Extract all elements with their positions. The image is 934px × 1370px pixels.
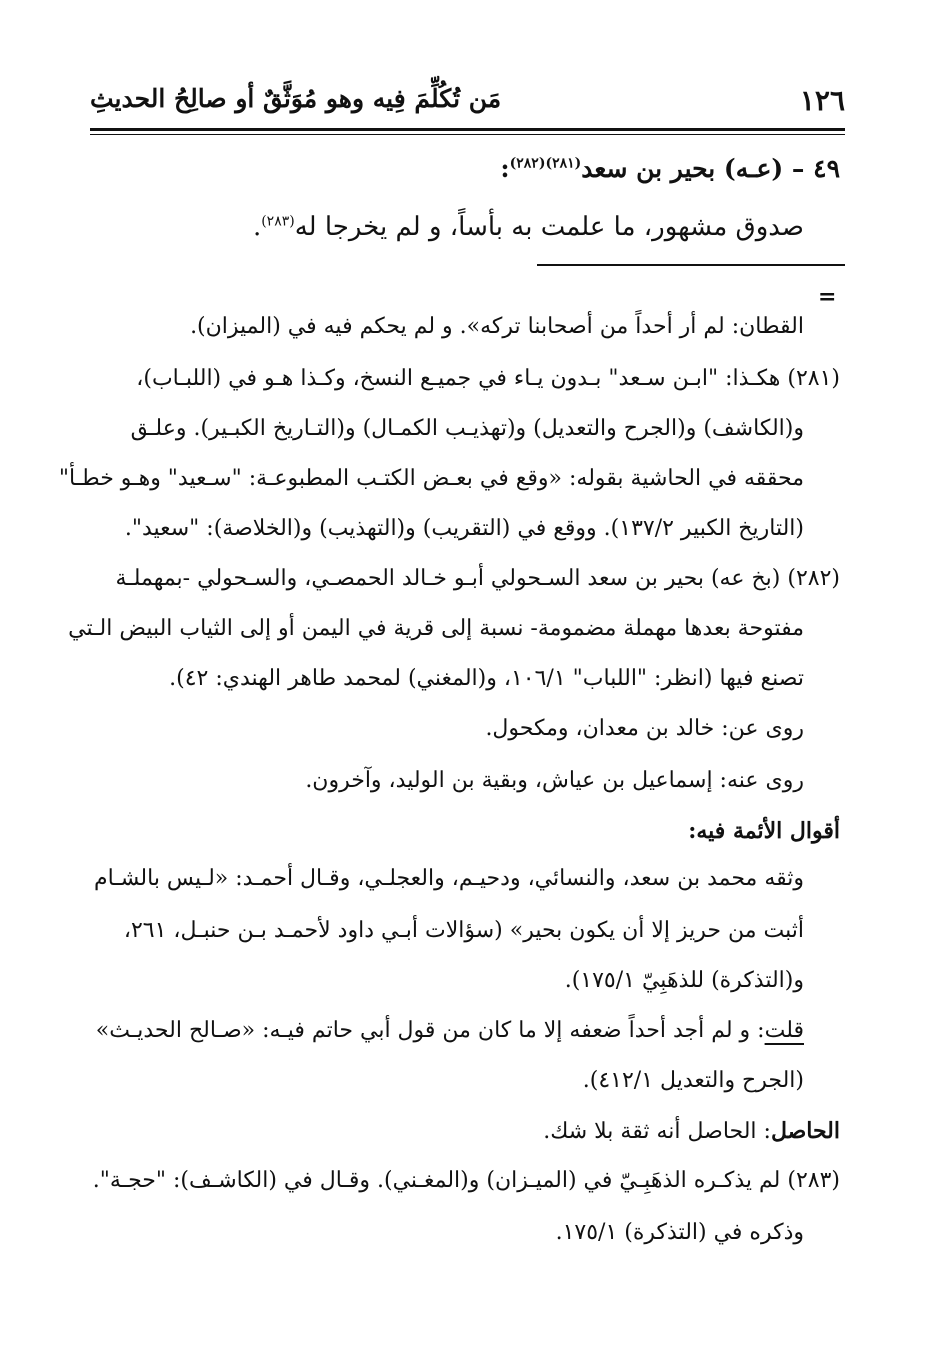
qult-text: : و لم أجد أحداً ضعفه إلا ما كان من قول أبي حاتم فيـه: «صـالح الحديـث» — [95, 1018, 765, 1043]
footnote-283-line: وذكره في (التذكرة) ١٧٥/١. — [555, 1220, 804, 1245]
entry-heading-refs: (٢٨١)(٢٨٢) — [509, 155, 582, 172]
footnote-282-line: تصنع فيها (انظر: "اللباب" ١٠٦/١، و(المغني) لمحمد طاهر الهندي: ٤٢). — [169, 666, 804, 691]
entry-heading-text: ٤٩ – (عـه) بحير بن سعد — [581, 154, 840, 183]
entry-summary-text: صدوق مشهور، ما علمت به بأساً، و لم يخرجا له — [294, 212, 804, 242]
footnote-282-line: مفتوحة بعدها مهملة مضمومة- نسبة إلى قرية في اليمن أو إلى الثياب البيض الـتي — [68, 616, 804, 641]
footnote-281-line: و(الكاشف) و(الجرح والتعديل) و(تهذيـب الكمـال) و(التـاريخ الكبـير). وعلـق — [130, 416, 804, 441]
footnote-282-narrators-from: روى عن: خالد بن معدان، ومكحول. — [485, 716, 804, 741]
imams-line: وثقه محمد بن سعد، والنسائي، ودحيـم، والعجلـي، وقـال أحمـد: «لـيس بالشـام — [94, 866, 804, 891]
page-number: ١٢٦ — [799, 84, 845, 117]
qult-label: قلت — [764, 1018, 804, 1043]
entry-summary-ref: (٢٨٣) — [261, 213, 295, 230]
footnote-282-line: (٢٨٢) (بخ عه) بحير بن سعد السـحولي أبـو خـالد الحمصـي، والسـحولي -بمهملـة — [115, 566, 840, 591]
running-header — [90, 80, 845, 124]
imams-heading: أقوال الأئمة فيه: — [688, 818, 840, 844]
footnote-separator — [537, 264, 845, 266]
entry-heading — [500, 154, 840, 183]
hasil-text: : الحاصل أنه ثقة بلا شك. — [543, 1119, 771, 1144]
imams-line: أثبت من حريز إلا أن يكون بحير» (سؤالات أبـي داود لأحمـد بـن حنبـل، ٢٦١، — [123, 918, 804, 943]
footnote-283-line: (٢٨٣) لم يذكـره الذهَبِـيّ في (الميـزان) و(المغـني). وقـال في (الكاشـف): "حجـة". — [92, 1168, 840, 1193]
hasil-label: الحاصل — [770, 1118, 840, 1144]
header-rule-thick — [90, 128, 845, 131]
entry-summary — [253, 212, 804, 242]
footnote-281-line: محققه في الحاشية بقوله: «وقع في بعـض الكتـب المطبوعـة: "سـعيد" وهـو خطـأ" — [58, 466, 804, 491]
entry-summary-end: . — [252, 212, 262, 242]
hasil-line — [543, 1116, 840, 1147]
footnote-continuation-line: القطان: لم أر أحداً من أصحابنا تركه». و لم يحكم فيه في (الميزان). — [190, 314, 804, 339]
imams-line: و(التذكرة) للذهَبِيّ ١٧٥/١). — [564, 968, 804, 993]
footnote-281-line: (٢٨١) هكـذا: "ابـن سـعد" بـدون يـاء في جميـع النسخ، وكـذا هـو في (اللبـاب)، — [136, 366, 840, 391]
footnote-281-line: (التاريخ الكبير ١٣٧/٢). ووقع في (التقريب) و(التهذيب) و(الخلاصة): "سعيد". — [124, 516, 804, 541]
qult-line-2: (الجرح والتعديل ٤١٢/١). — [582, 1068, 804, 1093]
footnote-continuation-mark: = — [818, 284, 837, 310]
footnote-282-narrators-to: روى عنه: إسماعيل بن عياش، وبقية بن الوليد، وآخرون. — [305, 768, 804, 793]
qult-line — [96, 1016, 804, 1046]
header-rule-thin — [90, 134, 845, 135]
entry-heading-colon: : — [500, 154, 510, 183]
running-title: مَن تُكُلِّمَ فِيه وهو مُوَثَّقٌ أو صالِحُ الحديثِ — [90, 84, 502, 113]
